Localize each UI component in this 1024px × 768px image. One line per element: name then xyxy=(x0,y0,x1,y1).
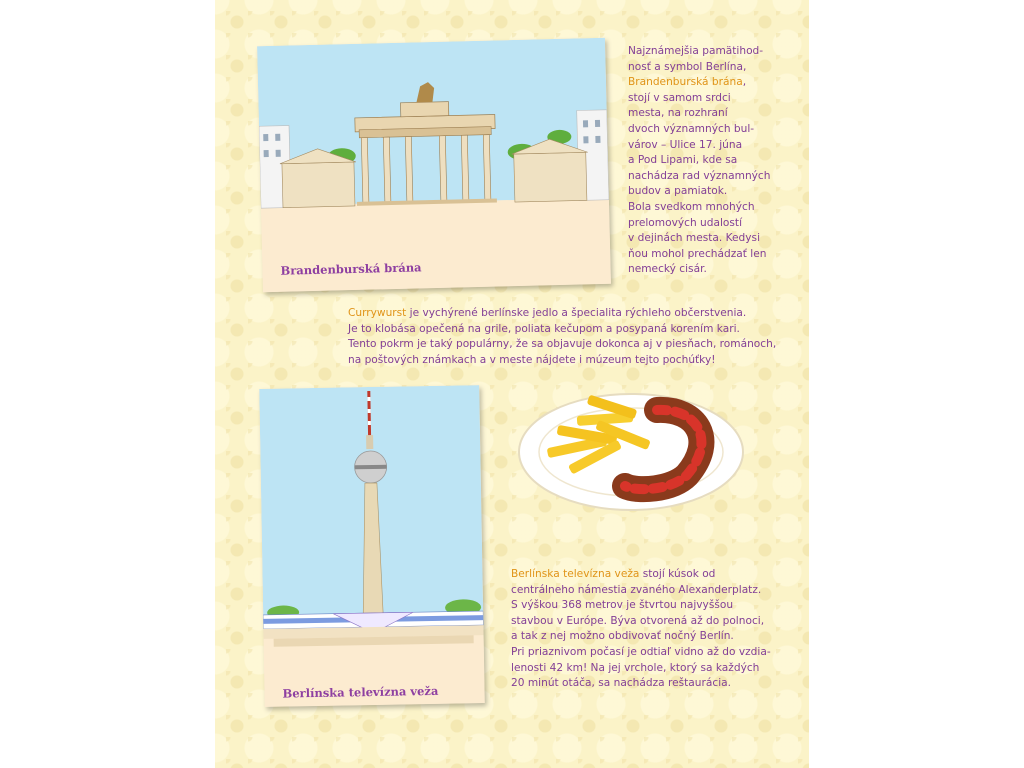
currywurst-text: Currywurst je vychýrené berlínske jedlo a špecialita rýchleho občerstvenia. Je to klobása opečená na grile, poliata kečupom a posypaná korením kari. Tento pokrm je taký populárny, že sa objavuje dokonca aj v piesňach, románoch, na poštových známkach a v meste nájdete i múzeum tejto pochúťky! xyxy=(348,307,777,366)
book-page xyxy=(215,0,809,768)
tv-tower-caption: Berlínska televízna veža xyxy=(282,683,439,701)
brandenburg-highlight: Brandenburská brána xyxy=(628,76,743,89)
currywurst-plate-illustration xyxy=(517,390,745,514)
brandenburg-text: Najznámejšia pamätihod- nosť a symbol Berlína, Brandenburská brána, stojí v samom srdci mesta, na rozhraní dvoch významných bul- várov – Ulice 17. júna a Pod Lipami, kde sa nachádza rad významných budov a pamiatok. Bola svedkom mnohých prelomových udalostí v dejinách mesta. Kedysi ňou mohol prechádzať len nemecký cisár. xyxy=(628,45,771,276)
tv-tower-text: Berlínska televízna veža stojí kúsok od centrálneho námestia zvaného Alexanderplatz. S výškou 368 metrov je štvrtou najvyššou stavbou v Európe. Býva otvorená až do polnoci, a tak z nej možno obdivovať nočný Berlín. Pri priaznivom počasí je odtiaľ vidno až do vzdia- lenosti 42 km! Na jej vrchole, ktorý sa každých 20 minút otáča, sa nachádza reštaurácia. xyxy=(511,568,771,690)
tv-tower-card xyxy=(259,385,485,707)
brandenburg-gate-card xyxy=(257,38,611,292)
brandenburg-gate-illustration xyxy=(257,38,611,292)
tv-tower-highlight: Berlínska televízna veža xyxy=(511,568,640,580)
tv-tower-illustration xyxy=(259,385,485,707)
currywurst-highlight: Currywurst xyxy=(348,307,407,319)
brandenburg-caption: Brandenburská brána xyxy=(280,260,422,278)
